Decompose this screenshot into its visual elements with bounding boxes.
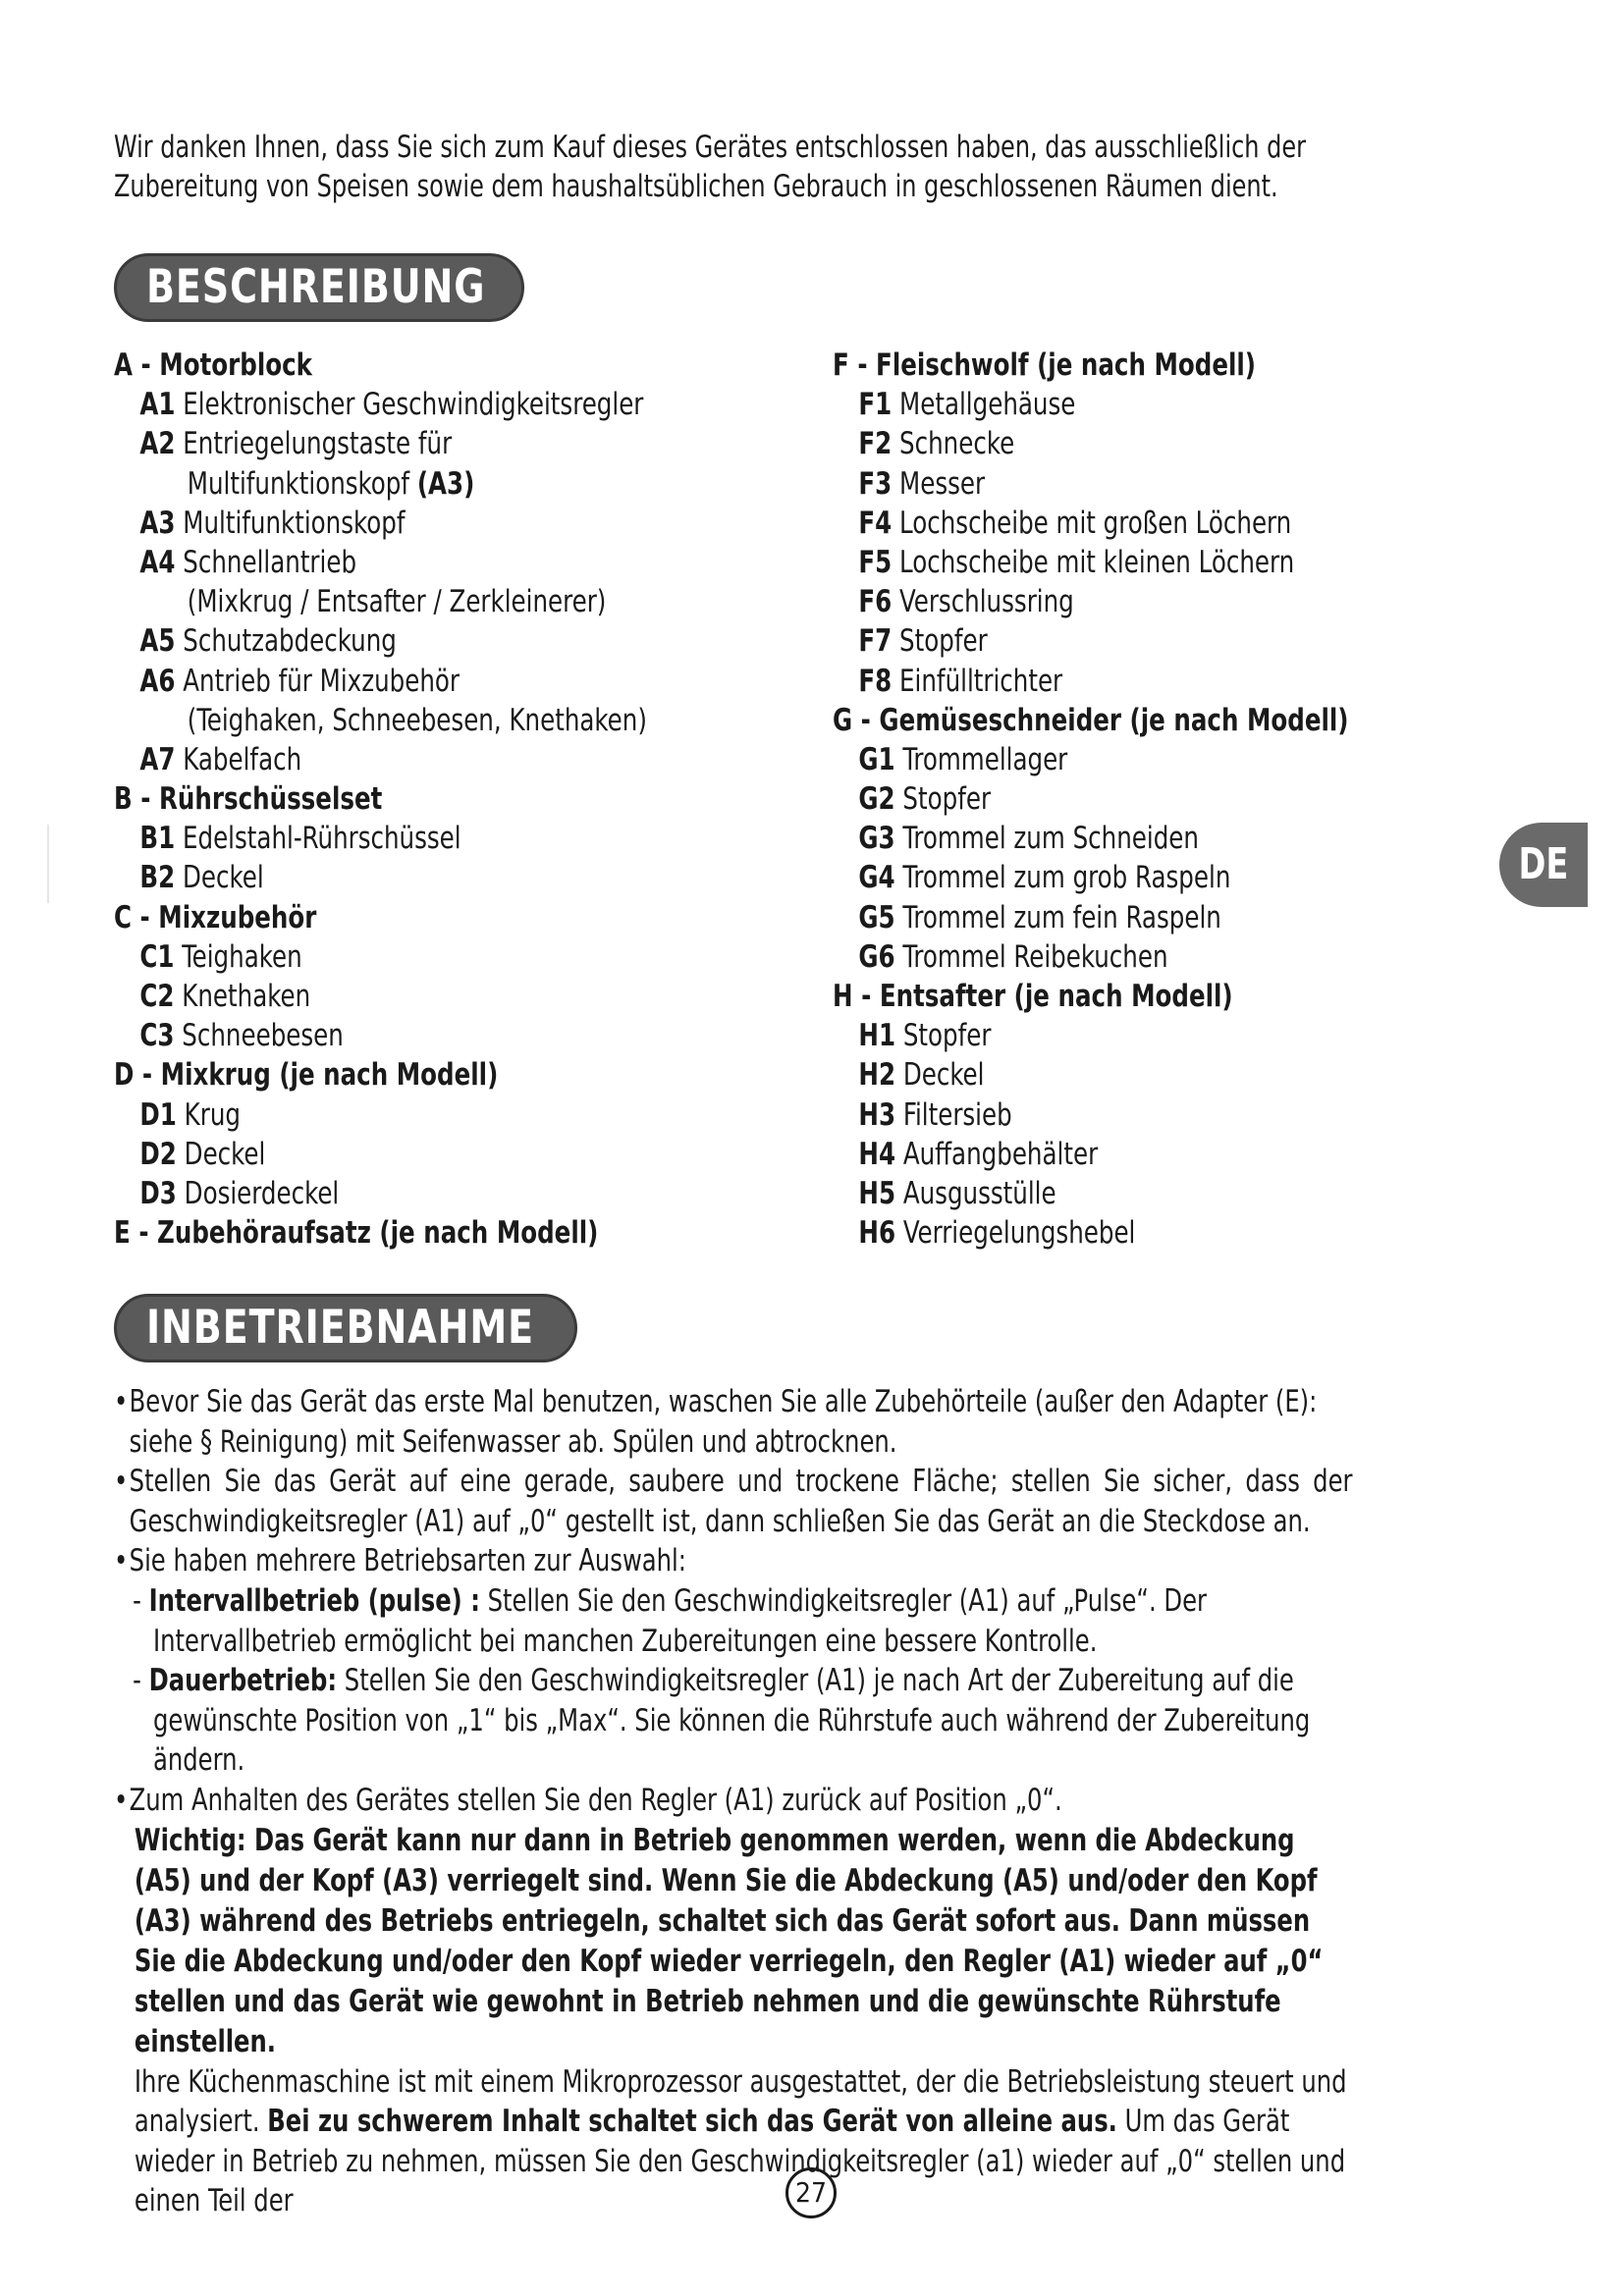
part-item: B1 Edelstahl-Rührschüssel [139, 821, 461, 857]
part-item: C3 Schneebesen [139, 1018, 344, 1054]
part-item: D2 Deckel [139, 1136, 266, 1172]
bullet-item: • Sie haben mehrere Betriebsarten zur Auswahl: [114, 1543, 686, 1579]
important-note: Wichtig: Das Gerät kann nur dann in Betrieb genommen werden, wenn die Abdeckung (A5) und der Kopf (A3) verriegelt sind. Wenn Sie die Abdeckung (A5) und/oder den Kopf (A3) während des Betriebs entriegeln, schaltet sich das Gerät sofort aus. Dann müssen Sie die Abdeckung und/oder den Kopf wieder verriegeln, den Regler (A1) wieder auf „0“ stellen und das Gerät wie gewohnt in Betrieb nehmen und die gewünschte Rührstufe einstellen. [134, 1822, 1324, 2059]
section-header: B - Rührschüsselset [114, 781, 383, 818]
part-item: F2 Schnecke [858, 426, 1015, 462]
part-item: C2 Knethaken [139, 979, 311, 1014]
section-header: E - Zubehöraufsatz (je nach Modell) [114, 1215, 599, 1252]
part-item: F4 Lochscheibe mit großen Löchern [858, 505, 1292, 541]
section-header: G - Gemüseschneider (je nach Modell) [833, 702, 1349, 738]
part-item: H3 Filtersieb [858, 1096, 1012, 1133]
part-item: H4 Auffangbehälter [858, 1136, 1099, 1172]
part-item: F8 Einfülltrichter [858, 663, 1063, 699]
part-item: G6 Trommel Reibekuchen [858, 938, 1168, 975]
bullet-item: • Bevor Sie das Gerät das erste Mal benutzen, waschen Sie alle Zubehörteile (außer den Adapter (E): siehe § Reinigung) mit Seifenwasser ab. Spülen und abtrocknen. [114, 1384, 1318, 1460]
part-item: F1 Metallgehäuse [858, 387, 1076, 423]
part-item: A1 Elektronischer Geschwindigkeitsregler [139, 387, 644, 423]
part-item: F7 Stopfer [858, 623, 988, 660]
parts-list-right [833, 346, 1419, 1253]
bullet-item: • Zum Anhalten des Gerätes stellen Sie den Regler (A1) zurück auf Position „0“. [114, 1782, 1062, 1818]
part-item: H5 Ausgusstülle [858, 1175, 1056, 1211]
part-item: H2 Deckel [858, 1057, 985, 1094]
microprocessor-paragraph: Ihre Küchenmaschine ist mit einem Mikroprozessor ausgestattet, der die Betriebsleistung steuert und analysiert. Bei zu schwerem Inhalt schaltet sich das Gerät von alleine aus. Um das Gerät wieder in Betrieb zu nehmen, müssen Sie den Geschwindigkeitsregler (a1) wieder auf „0“ stellen und einen Teil der [134, 2063, 1347, 2219]
scan-mark [47, 825, 49, 903]
part-item: H6 Verriegelungshebel [858, 1215, 1136, 1252]
mode-item-dauer: - Dauerbetrieb: Stellen Sie den Geschwindigkeitsregler (A1) je nach Art der Zubereitung auf die gewünschte Position von „1“ bis „Max“. Sie können die Rührstufe auch während der Zubereitung ändern. [133, 1663, 1311, 1779]
section-heading-beschreibung: BESCHREIBUNG [114, 253, 524, 322]
part-item-continuation: (Teighaken, Schneebesen, Knethaken) [187, 702, 647, 738]
language-tab: DE [1499, 823, 1588, 907]
inbetriebnahme-body [114, 1382, 1538, 2221]
section-header: F - Fleischwolf (je nach Modell) [833, 347, 1257, 383]
part-item: G2 Stopfer [858, 781, 992, 818]
section-header: D - Mixkrug (je nach Modell) [114, 1057, 499, 1094]
section-header: C - Mixzubehör [114, 899, 317, 935]
section-heading-inbetriebnahme: INBETRIEBNAHME [114, 1294, 577, 1362]
section-header: H - Entsafter (je nach Modell) [833, 979, 1233, 1014]
part-item: C1 Teighaken [139, 938, 302, 975]
part-item: G3 Trommel zum Schneiden [858, 821, 1199, 857]
part-item: B2 Deckel [139, 860, 264, 896]
part-item: F5 Lochscheibe mit kleinen Löchern [858, 544, 1295, 580]
part-item: F3 Messer [858, 465, 986, 502]
part-item: A5 Schutzabdeckung [139, 623, 397, 660]
part-item-continuation: Multifunktionskopf (A3) [187, 465, 475, 502]
bullet-item: • Stellen Sie das Gerät auf eine gerade, saubere und trockene Fläche; stellen Sie sicher, dass der Geschwindigkeitsregler (A1) auf „0“ gestellt ist, dann schließen Sie das Gerät an die Steckdose an. [114, 1464, 1353, 1539]
part-item: A4 Schnellantrieb [139, 544, 357, 580]
part-item: A6 Antrieb für Mixzubehör [139, 663, 460, 699]
part-item: A7 Kabelfach [139, 741, 302, 777]
page-number: 27 [785, 2167, 837, 2218]
part-item: H1 Stopfer [858, 1018, 992, 1054]
part-item: D1 Krug [139, 1096, 241, 1133]
mode-item-intervall: - Intervallbetrieb (pulse) : Stellen Sie den Geschwindigkeitsregler (A1) auf „Pulse“. Der Intervallbetrieb ermöglicht bei manchen Zubereitungen eine bessere Kontrolle. [133, 1582, 1207, 1659]
part-item: F6 Verschlussring [858, 584, 1074, 620]
part-item: G4 Trommel zum grob Raspeln [858, 860, 1231, 896]
part-item: G1 Trommellager [858, 741, 1068, 777]
section-header: A - Motorblock [114, 347, 312, 383]
part-item: A2 Entriegelungstaste für [139, 426, 453, 462]
parts-list-left [114, 346, 720, 1253]
intro-paragraph: Wir danken Ihnen, dass Sie sich zum Kauf dieses Gerätes entschlossen haben, das ausschließlich der Zubereitung von Speisen sowie dem haushaltsüblichen Gebrauch in geschlossenen Räumen dient. [114, 130, 1306, 204]
part-item-continuation: (Mixkrug / Entsafter / Zerkleinerer) [187, 584, 607, 620]
part-item: G5 Trommel zum fein Raspeln [858, 899, 1221, 935]
part-item: A3 Multifunktionskopf [139, 505, 406, 541]
part-item: D3 Dosierdeckel [139, 1175, 340, 1211]
